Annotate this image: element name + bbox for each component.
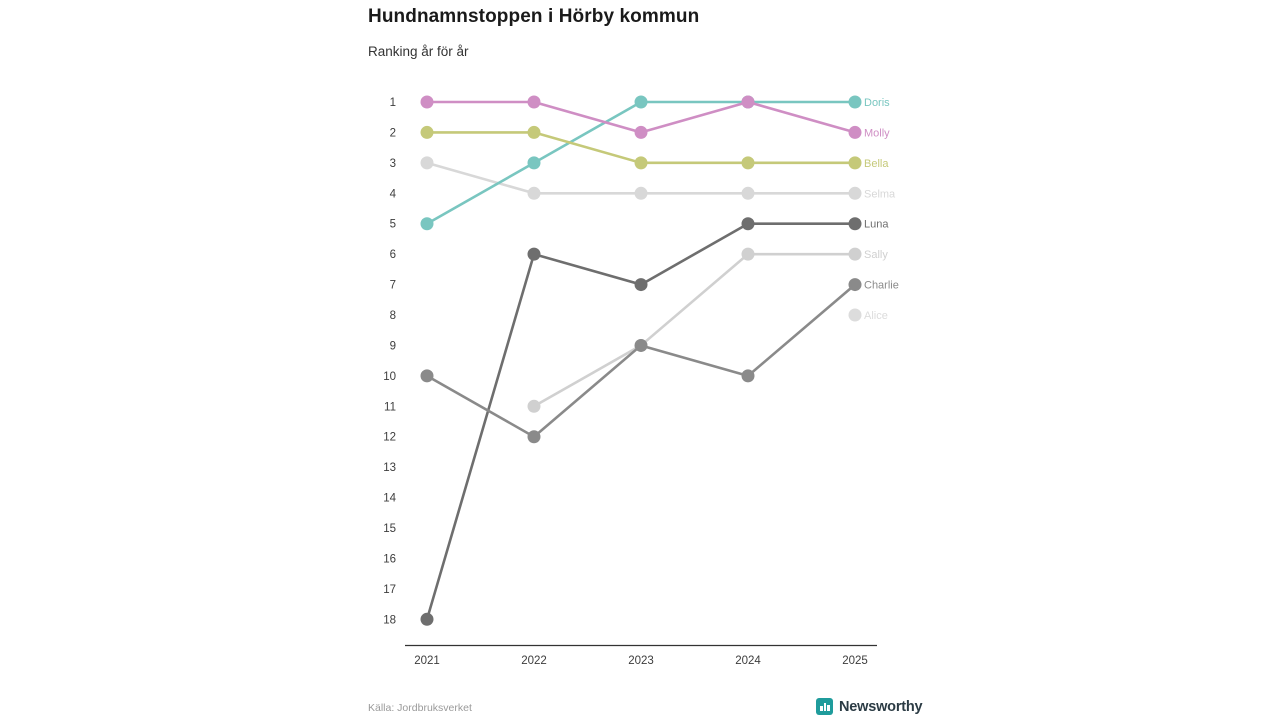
series-label: Charlie xyxy=(864,279,899,292)
series-label: Bella xyxy=(864,157,889,170)
newsworthy-icon xyxy=(816,698,833,715)
series-sally xyxy=(528,248,889,413)
series-alice xyxy=(849,309,888,323)
y-axis-tick-label: 2 xyxy=(389,127,396,140)
brand-name: Newsworthy xyxy=(839,698,923,715)
series-label: Sally xyxy=(864,249,888,262)
y-axis-tick-label: 15 xyxy=(383,523,396,536)
series-label: Doris xyxy=(864,97,890,109)
series-luna xyxy=(421,217,890,626)
x-axis-tick-label: 2023 xyxy=(628,655,654,667)
data-point xyxy=(849,156,862,169)
data-point xyxy=(421,156,434,169)
y-axis-tick-label: 4 xyxy=(389,188,396,201)
y-axis-tick-label: 9 xyxy=(389,340,396,353)
x-axis-tick-label: 2025 xyxy=(842,655,868,667)
series-line xyxy=(534,254,855,406)
y-axis-tick-label: 3 xyxy=(389,157,396,170)
x-axis-tick-label: 2022 xyxy=(521,655,547,667)
x-axis-tick-label: 2021 xyxy=(414,655,440,667)
y-axis-tick-label: 8 xyxy=(389,310,396,323)
data-point xyxy=(528,126,541,139)
data-point xyxy=(849,96,862,109)
data-point xyxy=(421,613,434,626)
data-point xyxy=(528,156,541,169)
data-point xyxy=(635,156,648,169)
data-point xyxy=(849,248,862,261)
data-point xyxy=(742,187,755,200)
page-title: Hundnamnstoppen i Hörby kommun xyxy=(368,6,700,27)
data-point xyxy=(421,217,434,230)
data-point xyxy=(528,187,541,200)
data-point xyxy=(849,126,862,139)
series-charlie xyxy=(421,278,899,443)
y-axis-tick-label: 16 xyxy=(383,553,396,566)
y-axis-tick-label: 14 xyxy=(383,492,396,505)
data-point xyxy=(742,156,755,169)
data-point xyxy=(421,96,434,109)
y-axis-tick-label: 13 xyxy=(383,462,396,475)
y-axis-tick-label: 10 xyxy=(383,370,396,383)
y-axis-tick-label: 1 xyxy=(389,97,396,109)
chart-subtitle: Ranking år för år xyxy=(368,44,469,59)
series-label: Selma xyxy=(864,188,896,201)
data-point xyxy=(528,400,541,413)
y-axis-tick-label: 12 xyxy=(383,431,396,444)
data-point xyxy=(849,187,862,200)
data-point xyxy=(742,96,755,109)
data-point xyxy=(849,278,862,291)
data-point xyxy=(635,187,648,200)
data-point xyxy=(421,369,434,382)
data-point xyxy=(635,96,648,109)
brand-logo xyxy=(816,698,922,715)
data-point xyxy=(849,309,862,322)
x-axis-tick-label: 2024 xyxy=(735,655,761,667)
series-label: Molly xyxy=(864,127,890,140)
series-bella xyxy=(421,126,890,170)
data-point xyxy=(635,126,648,139)
data-point xyxy=(742,217,755,230)
data-point xyxy=(635,339,648,352)
series-label: Alice xyxy=(864,310,888,323)
y-axis-tick-label: 6 xyxy=(389,249,396,262)
data-point xyxy=(742,248,755,261)
y-axis-tick-label: 7 xyxy=(389,279,396,292)
data-point xyxy=(528,96,541,109)
data-point xyxy=(528,248,541,261)
y-axis-tick-label: 11 xyxy=(384,401,396,414)
data-point xyxy=(421,126,434,139)
y-axis-tick-label: 17 xyxy=(383,583,396,596)
data-point xyxy=(849,217,862,230)
data-point xyxy=(635,278,648,291)
series-label: Luna xyxy=(864,218,889,231)
data-point xyxy=(528,430,541,443)
series-line xyxy=(427,285,855,437)
data-point xyxy=(742,369,755,382)
y-axis-tick-label: 5 xyxy=(389,218,396,231)
source-note: Källa: Jordbruksverket xyxy=(368,702,472,714)
y-axis-tick-label: 18 xyxy=(383,614,396,627)
